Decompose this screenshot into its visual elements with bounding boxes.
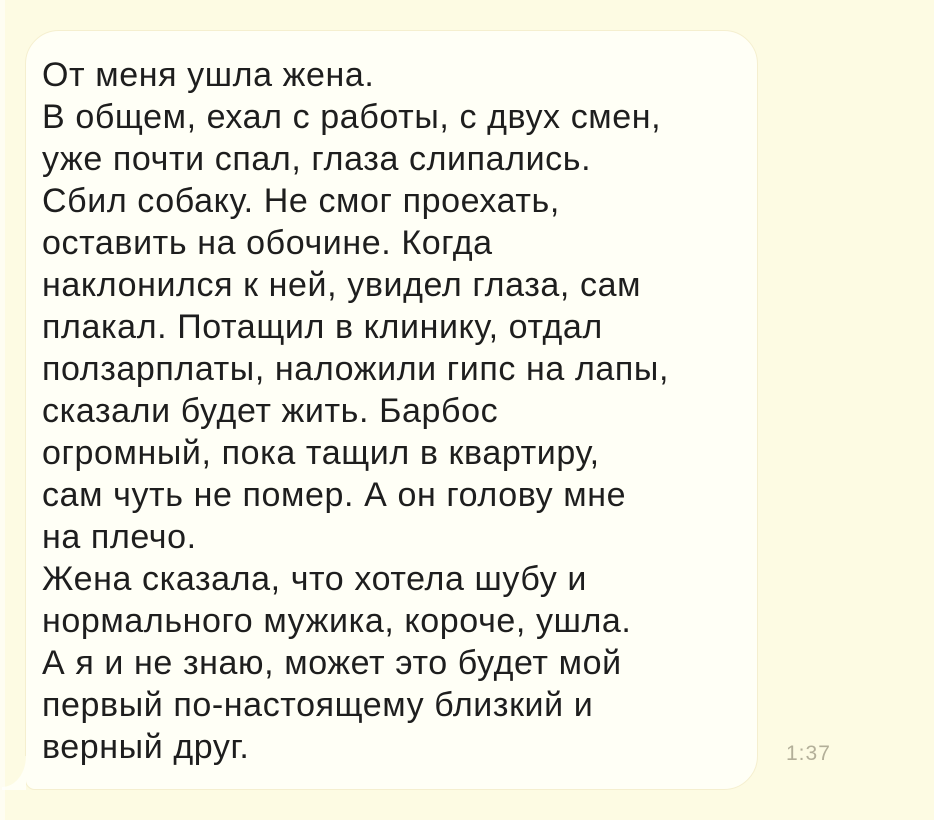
message-text-line: на плечо. — [42, 518, 197, 556]
message-text-line: нормального мужика, короче, ушла. — [42, 602, 632, 640]
message-text-line: уже почти спал, глаза слипались. — [42, 140, 592, 178]
message-text-line: оставить на обочине. Когда — [42, 224, 493, 262]
message-text-line: огромный, пока тащил в квартиру, — [42, 434, 600, 472]
message-timestamp: 1:37 — [786, 742, 831, 765]
bubble-tail-icon — [2, 756, 26, 790]
message-text-line: сказали будет жить. Барбос — [42, 392, 499, 430]
message-text-line: ползарплаты, наложили гипс на лапы, — [42, 350, 670, 388]
message-text-line: наклонился к ней, увидел глаза, сам — [42, 266, 642, 304]
message-text-line: Сбил собаку. Не смог проехать, — [42, 182, 560, 220]
message-text-line: сам чуть не помер. А он голову мне — [42, 476, 627, 514]
message-text-line: В общем, ехал с работы, с двух смен, — [42, 98, 662, 136]
message-bubble[interactable] — [25, 30, 758, 790]
message-text-line: От меня ушла жена. — [42, 56, 375, 94]
message-text — [42, 54, 669, 768]
screenshot-left-edge — [0, 0, 5, 820]
message-text-line: верный друг. — [42, 728, 250, 766]
message-text-line: плакал. Потащил в клинику, отдал — [42, 308, 603, 346]
message-text-line: Жена сказала, что хотела шубу и — [42, 560, 587, 598]
message-text-line: А я и не знаю, может это будет мой — [42, 644, 622, 682]
message-text-line: первый по-настоящему близкий и — [42, 686, 594, 724]
